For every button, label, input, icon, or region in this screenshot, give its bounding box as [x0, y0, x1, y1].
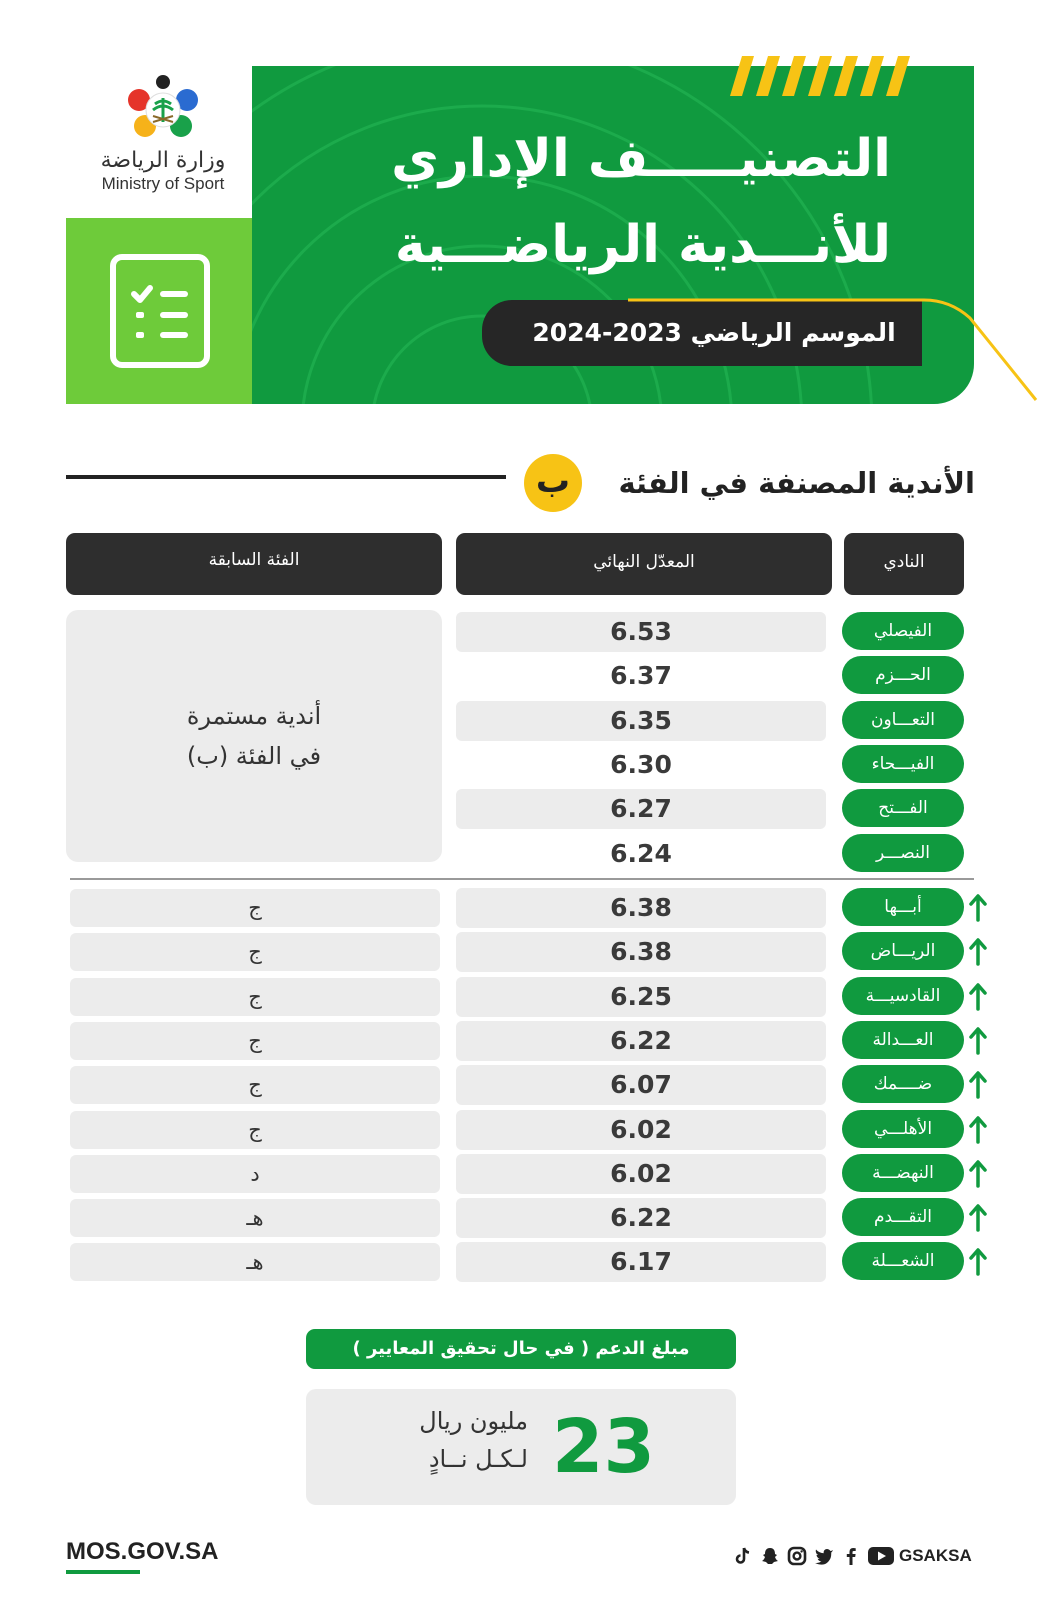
previous-category: ج: [70, 1111, 440, 1149]
website-link[interactable]: MOS.GOV.SA: [66, 1538, 219, 1565]
club-name-retained: النصـــر: [842, 834, 964, 872]
club-name-promoted: العـــدالة: [842, 1021, 964, 1059]
promotion-arrow-icon: [968, 936, 988, 966]
final-score-promoted: 6.07: [456, 1065, 826, 1105]
club-name-retained: الفيصلي: [842, 612, 964, 650]
final-score-promoted: 6.38: [456, 932, 826, 972]
previous-category: ج: [70, 978, 440, 1016]
support-label: مبلغ الدعم ( في حال تحقيق المعايير ): [306, 1329, 736, 1369]
tiktok-icon[interactable]: [733, 1546, 753, 1566]
previous-category: هـ: [70, 1243, 440, 1281]
support-unit-line2: لـكـل نــادٍ: [428, 1445, 528, 1473]
final-score-promoted: 6.22: [456, 1021, 826, 1061]
final-score-retained: 6.30: [610, 749, 672, 779]
snapchat-icon[interactable]: [760, 1546, 780, 1566]
page-title-line1: التصنيـــــف الإداري: [391, 129, 891, 189]
column-header-previous: الفئة السابقة: [66, 533, 442, 595]
promotion-arrow-icon: [968, 1202, 988, 1232]
club-name-promoted: الأهلـــي: [842, 1110, 964, 1148]
ministry-name-arabic: وزارة الرياضة: [100, 148, 226, 173]
facebook-icon[interactable]: [841, 1546, 861, 1566]
twitter-icon[interactable]: [814, 1546, 834, 1566]
club-name-promoted: القادسيـــة: [842, 977, 964, 1015]
club-name-promoted: التقـــدم: [842, 1198, 964, 1236]
previous-category: ج: [70, 1022, 440, 1060]
promotion-arrow-icon: [968, 892, 988, 922]
final-score-retained: 6.27: [456, 789, 826, 829]
previous-category: ج: [70, 889, 440, 927]
promotion-arrow-icon: [968, 1069, 988, 1099]
website-underline: [66, 1570, 140, 1574]
previous-category: ج: [70, 933, 440, 971]
support-unit: [360, 1402, 528, 1478]
club-name-promoted: النهضـــة: [842, 1154, 964, 1192]
support-unit-line1: مليون ريال: [419, 1407, 528, 1435]
social-handle: GSAKSA: [899, 1546, 972, 1565]
youtube-icon[interactable]: [868, 1546, 888, 1566]
season-label: الموسم الرياضي 2023-2024: [482, 300, 922, 366]
category-badge: ب: [524, 454, 582, 512]
final-score-promoted: 6.38: [456, 888, 826, 928]
club-name-retained: التعـــاون: [842, 701, 964, 739]
ministry-name-english: Ministry of Sport: [101, 174, 225, 193]
promotion-arrow-icon: [968, 1025, 988, 1055]
final-score-retained: 6.37: [610, 661, 672, 691]
promotion-arrow-icon: [968, 1246, 988, 1276]
previous-category: ج: [70, 1066, 440, 1104]
final-score-retained: 6.24: [610, 838, 672, 868]
club-name-retained: الفيـــحاء: [842, 745, 964, 783]
column-header-club: النادي: [844, 533, 964, 595]
social-bar: [733, 1541, 977, 1571]
final-score-promoted: 6.02: [456, 1110, 826, 1150]
club-name-promoted: الشعـــلة: [842, 1242, 964, 1280]
page-title-line2: للأنـــدية الرياضـــية: [394, 215, 891, 275]
club-name-retained: الحـــزم: [842, 656, 964, 694]
club-name-retained: الفـــتح: [842, 789, 964, 827]
previous-category: د: [70, 1155, 440, 1193]
promotion-arrow-icon: [968, 981, 988, 1011]
retained-note-line2: في الفئة (ب): [186, 742, 322, 770]
section-title: الأندية المصنفة في الفئة: [618, 466, 975, 500]
final-score-promoted: 6.22: [456, 1198, 826, 1238]
final-score-promoted: 6.25: [456, 977, 826, 1017]
final-score-retained: 6.35: [456, 701, 826, 741]
final-score-retained: 6.53: [456, 612, 826, 652]
promotion-arrow-icon: [968, 1114, 988, 1144]
instagram-icon[interactable]: [787, 1546, 807, 1566]
final-score-promoted: 6.17: [456, 1242, 826, 1282]
previous-category: هـ: [70, 1199, 440, 1237]
column-header-score: المعدّل النهائي: [456, 533, 832, 595]
final-score-promoted: 6.02: [456, 1154, 826, 1194]
club-name-promoted: الريـــاض: [842, 932, 964, 970]
club-name-promoted: أبـــها: [842, 888, 964, 926]
retained-note-line1: أندية مستمرة: [186, 702, 322, 730]
club-name-promoted: ضــــمك: [842, 1065, 964, 1103]
support-amount: 23: [552, 1404, 655, 1490]
promotion-arrow-icon: [968, 1158, 988, 1188]
